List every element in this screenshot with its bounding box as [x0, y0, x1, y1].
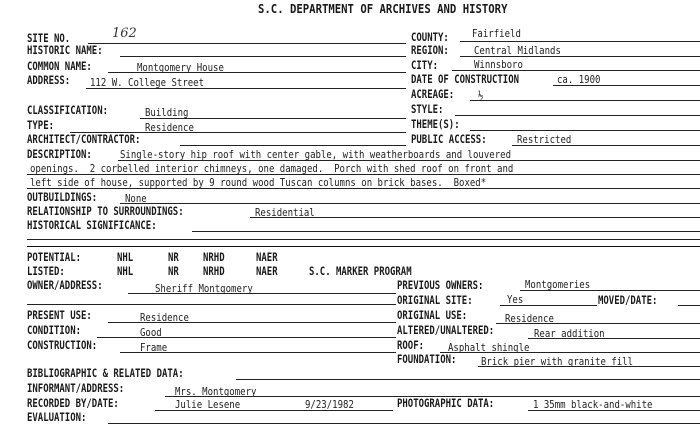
- public-access-line: [512, 145, 700, 146]
- description-line-3: left side of house, supported by 9 round wood Tuscan columns on brick bases. Boxed*: [30, 176, 487, 189]
- themes-line: [470, 130, 700, 131]
- listed-nrhd: NRHD: [203, 264, 225, 278]
- bibliography-label: BIBLIOGRAPHIC & RELATED DATA:: [27, 366, 184, 380]
- historical-significance-line-2: [27, 239, 700, 240]
- region-label: REGION:: [411, 43, 449, 57]
- photographic-label: PHOTOGRAPHIC DATA:: [397, 396, 495, 410]
- city-value: Winnsboro: [474, 58, 523, 71]
- owner-line-2: [27, 304, 396, 305]
- historic-name-line: [120, 56, 406, 57]
- roof-label: ROOF:: [397, 338, 425, 352]
- common-name-line: [108, 72, 406, 73]
- common-name-value: Montgomery House: [137, 61, 224, 74]
- architect-line: [180, 145, 406, 146]
- condition-label: CONDITION:: [27, 323, 82, 337]
- foundation-value: Brick pier with granite fill: [481, 355, 634, 368]
- present-use-label: PRESENT USE:: [27, 308, 92, 322]
- public-access-value: Restricted: [517, 133, 572, 146]
- date-of-construction-value: ca. 1900: [557, 73, 601, 86]
- original-use-label: ORIGINAL USE:: [397, 308, 468, 322]
- moved-date-label: MOVED/DATE:: [598, 293, 658, 307]
- roof-line: [440, 352, 700, 353]
- original-site-label: ORIGINAL SITE:: [397, 293, 473, 307]
- bibliography-line: [236, 379, 700, 380]
- recorded-name: Julie Lesene: [175, 398, 241, 411]
- date-of-construction-line: [553, 85, 700, 86]
- form-title: S.C. DEPARTMENT OF ARCHIVES AND HISTORY: [258, 1, 508, 16]
- altered-label: ALTERED/UNALTERED:: [397, 323, 495, 337]
- informant-value: Mrs. Montgomery: [175, 385, 257, 398]
- classification-label: CLASSIFICATION:: [27, 103, 109, 117]
- original-site-value: Yes: [507, 293, 524, 306]
- outbuildings-line: [120, 203, 700, 204]
- potential-nrhd: NRHD: [203, 250, 225, 264]
- recorded-date: 9/23/1982: [305, 398, 354, 411]
- recorded-line: [155, 410, 393, 411]
- roof-value: Asphalt shingle: [448, 341, 530, 354]
- description-line-1: Single-story hip roof with center gable, with weatherboards and louvered: [120, 148, 511, 161]
- original-site-line: [500, 305, 597, 306]
- themes-label: THEME(S):: [411, 117, 460, 131]
- style-line: [455, 115, 700, 116]
- description-line-2: openings. 2 corbelled interior chimneys, one damaged. Porch with shed roof on front and: [30, 162, 514, 175]
- description-rule-1: [118, 160, 700, 161]
- section-divider: [27, 246, 700, 247]
- address-line: [86, 88, 406, 89]
- photographic-line: [528, 410, 700, 411]
- altered-value: Rear addition: [534, 327, 605, 340]
- present-use-value: Residence: [140, 311, 189, 324]
- original-use-line: [496, 323, 700, 324]
- relationship-label: RELATIONSHIP TO SURROUNDINGS:: [27, 204, 184, 218]
- historical-significance-label: HISTORICAL SIGNIFICANCE:: [27, 218, 157, 232]
- original-use-value: Residence: [505, 312, 554, 325]
- historical-significance-line: [192, 231, 700, 232]
- evaluation-label: EVALUATION:: [27, 410, 87, 424]
- previous-owners-label: PREVIOUS OWNERS:: [397, 278, 484, 292]
- relationship-value: Residential: [255, 206, 315, 219]
- construction-label: CONSTRUCTION:: [27, 338, 98, 352]
- description-rule-3: [27, 188, 700, 189]
- potential-naer: NAER: [256, 250, 278, 264]
- type-label: TYPE:: [27, 118, 55, 132]
- outbuildings-value: None: [125, 192, 147, 205]
- outbuildings-label: OUTBUILDINGS:: [27, 190, 98, 204]
- potential-label: POTENTIAL:: [27, 250, 82, 264]
- style-label: STYLE:: [411, 102, 444, 116]
- listed-naer: NAER: [256, 264, 278, 278]
- address-value: 112 W. College Street: [90, 76, 205, 89]
- site-no-label: SITE NO.: [27, 31, 71, 45]
- historic-name-label: HISTORIC NAME:: [27, 43, 103, 57]
- altered-line: [528, 338, 700, 339]
- common-name-label: COMMON NAME:: [27, 59, 92, 73]
- listed-nhl: NHL: [117, 264, 134, 278]
- description-rule-2: [27, 174, 700, 175]
- region-value: Central Midlands: [474, 44, 561, 57]
- owner-label: OWNER/ADDRESS:: [27, 278, 103, 292]
- photographic-value: 1 35mm black-and-white: [533, 398, 653, 411]
- foundation-label: FOUNDATION:: [397, 352, 457, 366]
- city-line: [452, 70, 700, 71]
- construction-line: [120, 352, 396, 353]
- classification-value: Building: [145, 106, 189, 119]
- date-of-construction-label: DATE OF CONSTRUCTION: [411, 72, 520, 86]
- public-access-label: PUBLIC ACCESS:: [411, 132, 487, 146]
- address-label: ADDRESS:: [27, 73, 71, 87]
- county-value: Fairfield: [472, 27, 521, 40]
- county-line: [460, 41, 700, 42]
- foundation-line: [478, 366, 700, 367]
- city-label: CITY:: [411, 58, 439, 72]
- site-no-value: 162: [112, 26, 137, 41]
- present-use-line: [108, 322, 396, 323]
- county-label: COUNTY:: [411, 30, 449, 44]
- description-label: DESCRIPTION:: [27, 147, 92, 161]
- relationship-line: [250, 217, 700, 218]
- potential-nhl: NHL: [117, 250, 134, 264]
- listed-label: LISTED:: [27, 264, 65, 278]
- acreage-label: ACREAGE:: [411, 87, 455, 101]
- marker-program-label: S.C. MARKER PROGRAM: [309, 264, 412, 278]
- informant-label: INFORMANT/ADDRESS:: [27, 381, 125, 395]
- site-no-line: [88, 43, 406, 44]
- architect-label: ARCHITECT/CONTRACTOR:: [27, 132, 141, 146]
- recorded-label: RECORDED BY/DATE:: [27, 396, 119, 410]
- evaluation-line: [108, 423, 700, 424]
- listed-nr: NR: [168, 264, 179, 278]
- condition-line: [97, 337, 396, 338]
- owner-value: Sheriff Montgomery: [155, 282, 253, 295]
- type-value: Residence: [145, 121, 194, 134]
- previous-owners-line: [520, 290, 700, 291]
- owner-line: [128, 293, 396, 294]
- potential-nr: NR: [168, 250, 179, 264]
- moved-date-line: [678, 305, 700, 306]
- previous-owners-value: Montgomeries: [525, 278, 591, 291]
- condition-value: Good: [140, 326, 162, 339]
- acreage-value: ½: [478, 89, 484, 102]
- acreage-line: [470, 100, 700, 101]
- classification-line: [140, 118, 406, 119]
- region-line: [460, 56, 700, 57]
- construction-value: Frame: [140, 341, 168, 354]
